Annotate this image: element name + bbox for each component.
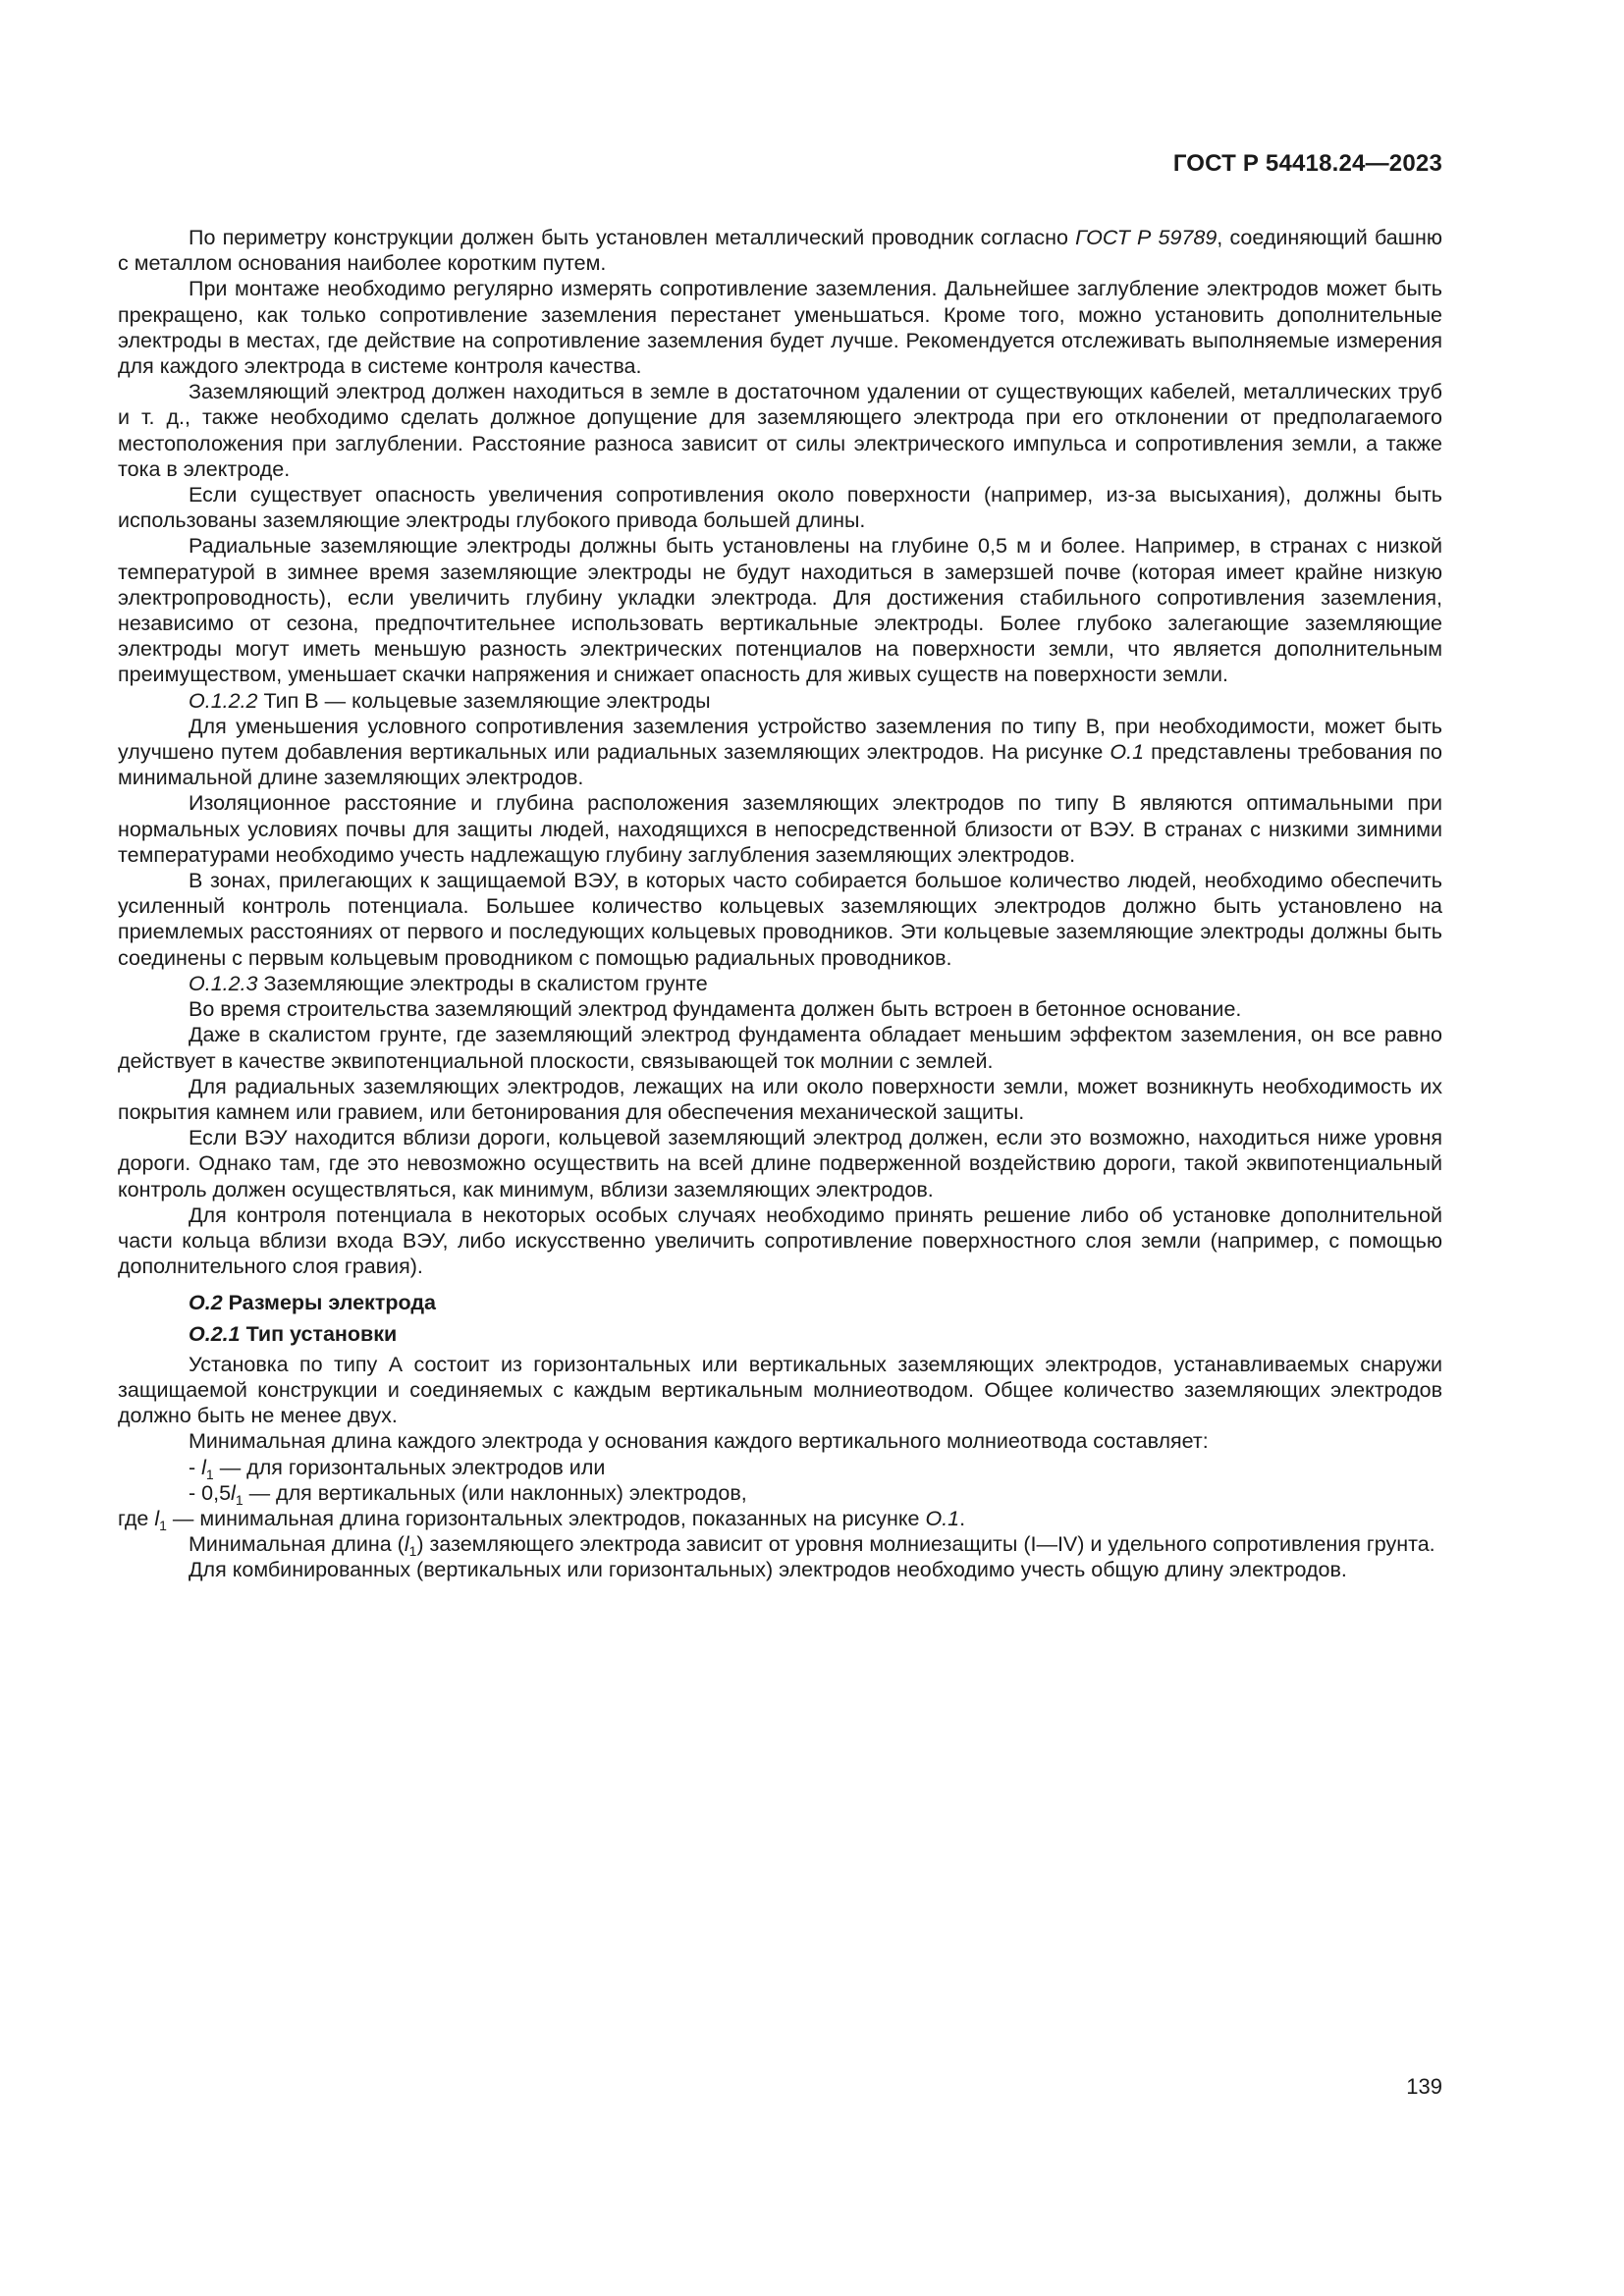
paragraph: Изоляционное расстояние и глубина расположения заземляющих электродов по типу В являются оптимальными при нормальных условиях почвы для защиты людей, находящихся в непосредственной близости от ВЭУ. В странах с низкими зимними температурами необходимо учесть надлежащую глубину заглубления заземляющих электродов. (118, 791, 1442, 867)
paragraph: Для комбинированных (вертикальных или горизонтальных) электродов необходимо учесть общую длину электродов. (189, 1558, 1347, 1582)
subsection-title: О.1.2.3 Заземляющие электроды в скалистом грунте (189, 971, 708, 995)
paragraph: Для радиальных заземляющих электродов, лежащих на или около поверхности земли, может возникнуть необходимость их покрытия камнем или гравием, или бетонирования для обеспечения механической защиты. (118, 1074, 1442, 1124)
definition-line: где $l_1$ — минимальная длина горизонтальных электродов, показанных на рисунке О.1. (118, 1506, 966, 1533)
page-number: 139 (1406, 2074, 1442, 2099)
paragraph: Даже в скалистом грунте, где заземляющий электрод фундамента обладает меньшим эффектом заземления, он все равно действует в качестве эквипотенциальной плоскости, связывающей ток молнии с землей. (118, 1023, 1442, 1073)
paragraph: Для уменьшения условного сопротивления заземления устройство заземления по типу В, при необходимости, может быть улучшено путем добавления вертикальных или радиальных заземляющих электродов. На рисунке О.1 представлены требования по минимальной длине заземляющих электродов. (118, 714, 1442, 790)
paragraph: Во время строительства заземляющий электрод фундамента должен быть встроен в бетонное основание. (189, 997, 1242, 1022)
subsection-number: О.1.2.2 (189, 688, 258, 713)
paragraph: В зонах, прилегающих к защищаемой ВЭУ, в которых часто собирается большое количество людей, необходимо обеспечить усиленный контроль потенциала. Большее количество кольцевых заземляющих электродов должно быть установлено на приемлемых расстояниях от первого и последующих кольцевых проводников. Эти кольцевые заземляющие электроды должны быть соединены с первым кольцевым проводником с помощью радиальных проводников. (118, 869, 1442, 970)
figure-reference: О.1 (1110, 740, 1145, 765)
paragraph: По периметру конструкции должен быть установлен металлический проводник согласно ГОСТ Р 59789, соединяющий башню с металлом основания наиболее коротким путем. (118, 226, 1442, 276)
paragraph: Радиальные заземляющие электроды должны быть установлены на глубине 0,5 м и более. Например, в странах с низкой температурой в зимнее время заземляющие электроды не будут находиться в замерзшей почве (которая имеет крайне низкую электропроводность), если увеличить глубину укладки электрода. Для достижения стабильного сопротивления заземления, независимо от сезона, предпочтительнее использовать вертикальные электроды. Более глубоко залегающие заземляющие электроды могут иметь меньшую разность электрических потенциалов на поверхности земли, что является дополнительным преимуществом, уменьшает скачки напряжения и снижает опасность для живых существ на поверхности земли. (118, 534, 1442, 687)
list-item: - $l_1$ — для горизонтальных электродов или (189, 1455, 606, 1482)
subsection-number: О.1.2.3 (189, 971, 258, 995)
subsection-number: О.2.1 (189, 1321, 241, 1346)
list-item: - $0,5l_1$ — для вертикальных (или наклонных) электродов, (189, 1480, 747, 1508)
document-code: ГОСТ Р 54418.24—2023 (1172, 150, 1442, 177)
section-heading: О.2 Размеры электрода (189, 1291, 436, 1315)
paragraph: При монтаже необходимо регулярно измерять сопротивление заземления. Дальнейшее заглубление электродов может быть прекращено, как только сопротивление заземления перестанет уменьшаться. Кроме того, можно установить дополнительные электроды в местах, где действие на сопротивление заземления будет лучше. Рекомендуется отслеживать выполняемые измерения для каждого электрода в системе контроля качества. (118, 277, 1442, 379)
paragraph: Заземляющий электрод должен находиться в земле в достаточном удалении от существующих кабелей, металлических труб и т. д., также необходимо сделать должное допущение для заземляющего электрода при его отклонении от предполагаемого местоположения при заглублении. Расстояние разноса зависит от силы электрического импульса и сопротивления земли, а также тока в электроде. (118, 380, 1442, 481)
paragraph: Минимальная длина каждого электрода у основания каждого вертикального молниеотвода составляет: (189, 1429, 1209, 1454)
section-number: О.2 (189, 1291, 223, 1315)
subsection-heading: О.2.1 Тип установки (189, 1321, 398, 1346)
paragraph: Если ВЭУ находится вблизи дороги, кольцевой заземляющий электрод должен, если это возможно, находиться ниже уровня дороги. Однако там, где это невозможно осуществить на всей длине подверженной воздействию дороги, такой эквипотенциальный контроль должен осуществляться, как минимум, вблизи заземляющих электродов. (118, 1126, 1442, 1201)
document-body (118, 225, 1442, 1583)
paragraph: Минимальная длина $(l_1)$ заземляющего электрода зависит от уровня молниезащиты (I—IV) и удельного сопротивления грунта. (189, 1532, 1435, 1560)
paragraph: Для контроля потенциала в некоторых особых случаях необходимо принять решение либо об установке дополнительной части кольца вблизи входа ВЭУ, либо искусственно увеличить сопротивление поверхностного слоя земли (например, с помощью дополнительного слоя гравия). (118, 1202, 1442, 1279)
standard-reference: ГОСТ Р 59789 (1075, 226, 1218, 249)
figure-reference: О.1 (925, 1506, 960, 1530)
paragraph: Если существует опасность увеличения сопротивления около поверхности (например, из-за высыхания), должны быть использованы заземляющие электроды глубокого привода большей длины. (118, 483, 1442, 533)
paragraph: Установка по типу А состоит из горизонтальных или вертикальных заземляющих электродов, устанавливаемых снаружи защищаемой конструкции и соединяемых с каждым вертикальным молниеотводом. Общее количество заземляющих электродов должно быть не менее двух. (118, 1352, 1442, 1428)
subsection-title: О.1.2.2 Тип В — кольцевые заземляющие электроды (189, 688, 711, 713)
